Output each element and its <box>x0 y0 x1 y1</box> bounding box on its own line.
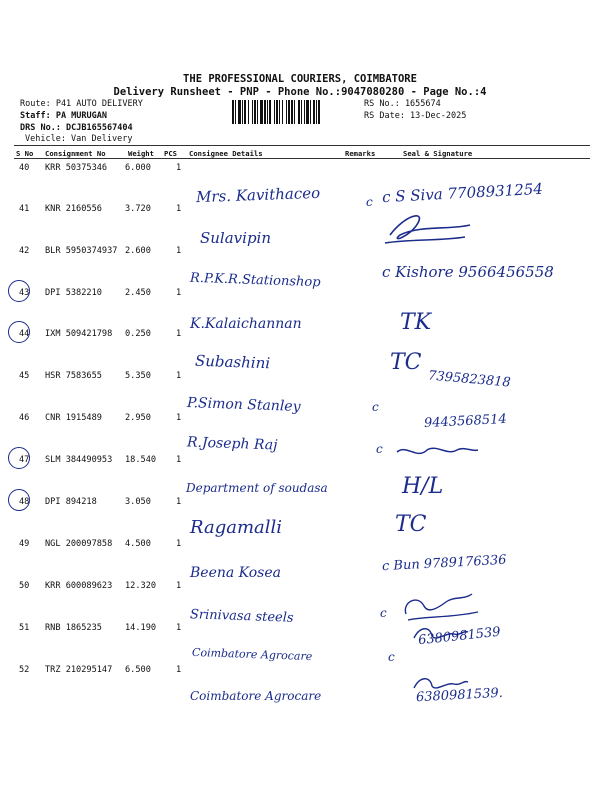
row-weight: 2.950 <box>125 413 151 423</box>
row-weight: 14.190 <box>125 623 157 633</box>
vehicle-label: Vehicle: Van Delivery <box>25 134 133 144</box>
signature-handwriting: TC <box>390 350 422 375</box>
row-sno: 48 <box>19 497 30 507</box>
col-pcs: PCS <box>164 149 177 158</box>
consignee-handwriting: K.Kalaichannan <box>190 316 302 332</box>
consignee-handwriting: Mrs. Kavithaceo <box>195 183 321 207</box>
remark-tick: c <box>380 606 387 620</box>
barcode-bar <box>279 100 280 124</box>
row-consignment: HSR 7583655 <box>45 371 102 381</box>
header-rule-top <box>14 145 590 146</box>
signature-handwriting: 6380981539 <box>417 624 502 649</box>
row-weight: 3.050 <box>125 497 151 507</box>
barcode-bar <box>254 100 256 124</box>
row-sno: 44 <box>19 329 30 339</box>
row-pcs: 1 <box>176 539 182 549</box>
barcode-bar <box>274 100 275 124</box>
row-consignment: KRR 600089623 <box>45 581 113 591</box>
signature-handwriting: 9443568514 <box>423 411 508 432</box>
table-row <box>0 413 600 453</box>
barcode-bar <box>310 100 311 124</box>
consignee-handwriting: Coimbatore Agrocare <box>190 689 322 703</box>
row-sno: 49 <box>19 539 30 549</box>
barcode-bar <box>294 100 295 124</box>
barcode-bar <box>238 100 241 124</box>
row-pcs: 1 <box>176 204 182 214</box>
col-consignee: Consignee Details <box>189 149 263 158</box>
barcode-bar <box>244 100 246 124</box>
row-pcs: 1 <box>176 623 182 633</box>
barcode-bar <box>313 100 315 124</box>
row-pcs: 1 <box>176 246 182 256</box>
barcode-bar <box>264 100 266 124</box>
consignee-handwriting: Srinivasa steels <box>189 607 294 626</box>
row-consignment: SLM 384490953 <box>45 455 113 465</box>
barcode-bar <box>298 100 300 124</box>
row-sno: 47 <box>19 455 30 465</box>
table-row <box>0 497 600 537</box>
row-consignment: KNR 2160556 <box>45 204 102 214</box>
table-row <box>0 329 600 369</box>
row-weight: 3.720 <box>125 204 151 214</box>
company-title: THE PROFESSIONAL COURIERS, COIMBATORE <box>183 73 417 85</box>
signature-scribble <box>398 586 488 626</box>
barcode-bar <box>235 100 236 124</box>
staff-label: Staff: PA MURUGAN <box>20 111 107 121</box>
signature-handwriting: 6380981539. <box>415 685 504 706</box>
row-consignment: KRR 50375346 <box>45 163 108 173</box>
row-consignment: DPI 5382210 <box>45 288 102 298</box>
header-rule-bottom <box>14 158 590 159</box>
consignee-handwriting: R.Joseph Raj <box>186 434 278 454</box>
col-weight: Weight <box>128 149 154 158</box>
consignee-handwriting: Coimbatore Agrocare <box>191 645 313 664</box>
barcode-bar <box>304 100 305 124</box>
row-pcs: 1 <box>176 455 182 465</box>
signature-handwriting: c Kishore 9566456558 <box>382 263 554 281</box>
col-sno: S No <box>16 149 34 158</box>
table-row <box>0 581 600 621</box>
barcode-bar <box>291 100 293 124</box>
barcode-bar <box>276 100 278 124</box>
rs-date: RS Date: 13-Dec-2025 <box>364 111 467 121</box>
barcode-bar <box>260 100 263 124</box>
consignee-handwriting: Subashini <box>194 351 271 373</box>
row-sno: 51 <box>19 623 30 633</box>
row-pcs: 1 <box>176 497 182 507</box>
signature-scribble <box>410 622 470 644</box>
remark-tick: c <box>372 400 379 414</box>
row-pcs: 1 <box>176 371 182 381</box>
row-weight: 5.350 <box>125 371 151 381</box>
signature-scribble <box>410 672 470 694</box>
barcode-bar <box>269 100 271 124</box>
consignee-handwriting: Sulavipin <box>200 229 272 247</box>
row-weight: 0.250 <box>125 329 151 339</box>
row-sno: 43 <box>19 288 30 298</box>
row-weight: 6.500 <box>125 665 151 675</box>
signature-handwriting: 7395823818 <box>427 368 512 391</box>
row-consignment: DPI 894218 <box>45 497 97 507</box>
barcode-bar <box>301 100 302 124</box>
barcode-bar <box>248 100 249 124</box>
col-seal: Seal & Signature <box>403 149 473 158</box>
signature-handwriting: c S Siva 7708931254 <box>381 179 544 207</box>
row-sno: 41 <box>19 204 30 214</box>
row-consignment: TRZ 210295147 <box>45 665 113 675</box>
barcode-bar <box>318 100 320 124</box>
barcode-bar <box>286 100 287 124</box>
row-weight: 2.600 <box>125 246 151 256</box>
barcode-bar <box>242 100 243 124</box>
barcode-bar <box>257 100 258 124</box>
rs-number: RS No.: 1655674 <box>364 99 441 109</box>
row-pcs: 1 <box>176 163 182 173</box>
row-consignment: CNR 1915489 <box>45 413 102 423</box>
consignee-handwriting: Ragamalli <box>190 517 283 538</box>
signature-handwriting: c Bun 9789176336 <box>381 552 507 575</box>
row-consignment: BLR 5950374937 <box>45 246 118 256</box>
col-consignment: Consignment No <box>45 149 106 158</box>
row-pcs: 1 <box>176 665 182 675</box>
remark-tick: c <box>388 650 395 664</box>
row-sno: 52 <box>19 665 30 675</box>
signature-scribble <box>370 205 520 250</box>
consignee-handwriting: Department of soudasa <box>186 481 328 495</box>
signature-scribble <box>392 440 482 468</box>
remark-tick: c <box>366 195 373 209</box>
barcode <box>232 100 356 124</box>
barcode-bar <box>232 100 234 124</box>
barcode-bar <box>267 100 268 124</box>
row-sno: 50 <box>19 581 30 591</box>
row-sno: 46 <box>19 413 30 423</box>
consignee-handwriting: Beena Kosea <box>190 565 281 581</box>
signature-handwriting: TC <box>395 512 427 537</box>
row-pcs: 1 <box>176 413 182 423</box>
runsheet-title: Delivery Runsheet - PNP - Phone No.:9047080280 - Page No.:4 <box>113 86 487 98</box>
col-remarks: Remarks <box>345 149 376 158</box>
signature-handwriting: TK <box>400 310 432 335</box>
row-weight: 2.450 <box>125 288 151 298</box>
row-pcs: 1 <box>176 329 182 339</box>
row-sno: 42 <box>19 246 30 256</box>
row-weight: 6.000 <box>125 163 151 173</box>
drs-label: DRS No.: DCJB165567404 <box>20 123 133 133</box>
row-pcs: 1 <box>176 288 182 298</box>
barcode-bar <box>252 100 253 124</box>
barcode-bar <box>288 100 290 124</box>
row-sno: 45 <box>19 371 30 381</box>
row-consignment: NGL 200097858 <box>45 539 113 549</box>
row-weight: 12.320 <box>125 581 157 591</box>
table-row <box>0 539 600 579</box>
row-pcs: 1 <box>176 581 182 591</box>
route-label: Route: P41 AUTO DELIVERY <box>20 99 143 109</box>
remark-tick: c <box>376 442 383 456</box>
row-weight: 4.500 <box>125 539 151 549</box>
row-consignment: IXM 509421798 <box>45 329 113 339</box>
barcode-bar <box>306 100 309 124</box>
consignee-handwriting: P.Simon Stanley <box>186 395 301 415</box>
row-consignment: RNB 1865235 <box>45 623 102 633</box>
consignee-handwriting: R.P.K.R.Stationshop <box>189 270 321 291</box>
barcode-bar <box>282 100 283 124</box>
signature-handwriting: H/L <box>402 474 444 499</box>
row-sno: 40 <box>19 163 30 173</box>
barcode-bar <box>316 100 317 124</box>
row-weight: 18.540 <box>125 455 157 465</box>
